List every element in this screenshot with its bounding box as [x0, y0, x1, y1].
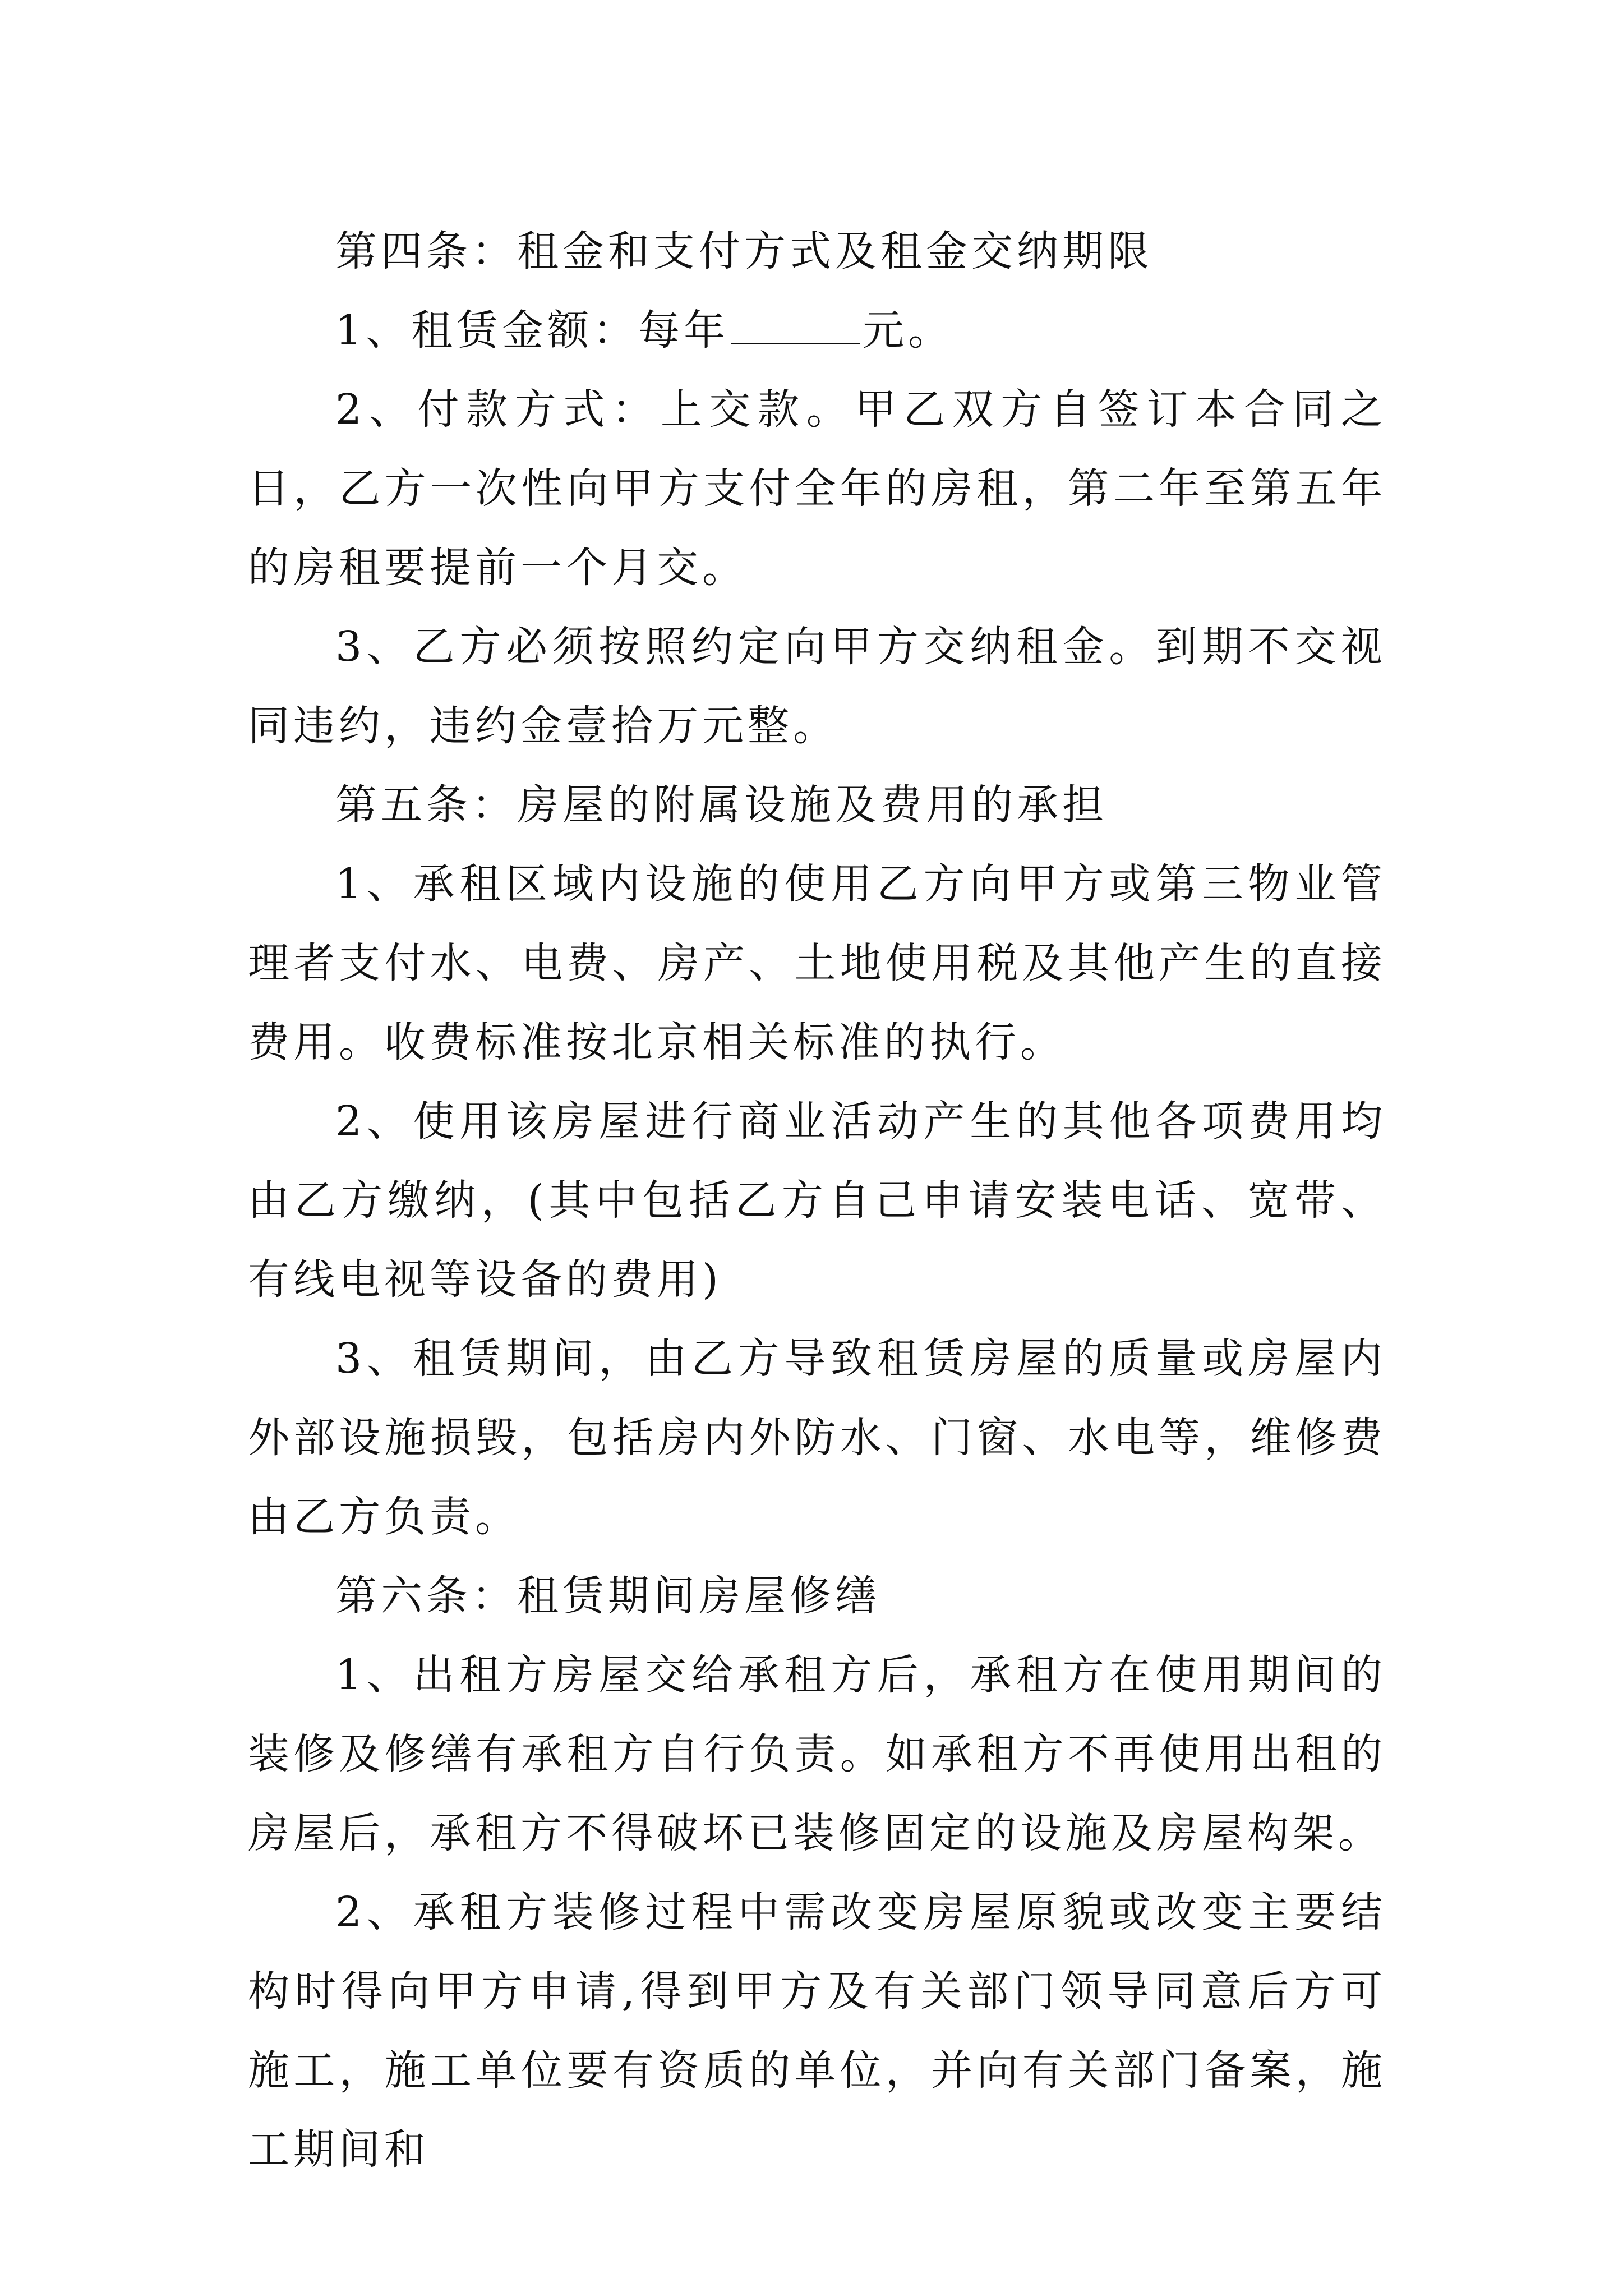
section-heading-6: 第六条：租赁期间房屋修缮: [335, 1572, 880, 1620]
section-heading-5: 第五条：房屋的附属设施及费用的承担: [335, 781, 1108, 829]
clause-4-1-prefix: 1、租赁金额：每年: [335, 306, 730, 355]
clause-4-3: 3、乙方必须按照约定向甲方交纳租金。到期不交视同违约，违约金壹拾万元整。: [248, 623, 1386, 750]
clause-5-1: 1、承租区域内设施的使用乙方向甲方或第三物业管理者支付水、电费、房产、土地使用税及其他产生的直接费用。收费标准按北京相关标准的执行。: [248, 860, 1386, 1066]
clause-5-3: 3、租赁期间，由乙方导致租赁房屋的质量或房屋内外部设施损毁，包括房内外防水、门窗、水电等，维修费由乙方负责。: [248, 1335, 1386, 1541]
document-body: [248, 212, 1386, 2189]
clause-4-1: [248, 291, 1386, 370]
section-heading-4: 第四条：租金和支付方式及租金交纳期限: [335, 227, 1153, 275]
clause-6-1: 1、出租方房屋交给承租方后，承租方在使用期间的装修及修缮有承租方自行负责。如承租方不再使用出租的房屋后，承租方不得破坏已装修固定的设施及房屋构架。: [248, 1651, 1386, 1857]
rent-amount-blank: [731, 308, 860, 344]
clause-4-2: 2、付款方式：上交款。甲乙双方自签订本合同之日，乙方一次性向甲方支付全年的房租，第二年至第五年的房租要提前一个月交。: [248, 385, 1386, 592]
clause-6-2: 2、承租方装修过程中需改变房屋原貌或改变主要结构时得向甲方申请,得到甲方及有关部门领导同意后方可施工，施工单位要有资质的单位，并向有关部门备案，施工期间和: [248, 1888, 1386, 2174]
clause-4-1-suffix: 元。: [863, 306, 954, 355]
clause-5-2: 2、使用该房屋进行商业活动产生的其他各项费用均由乙方缴纳，(其中包括乙方自己申请安装电话、宽带、有线电视等设备的费用): [248, 1097, 1386, 1304]
